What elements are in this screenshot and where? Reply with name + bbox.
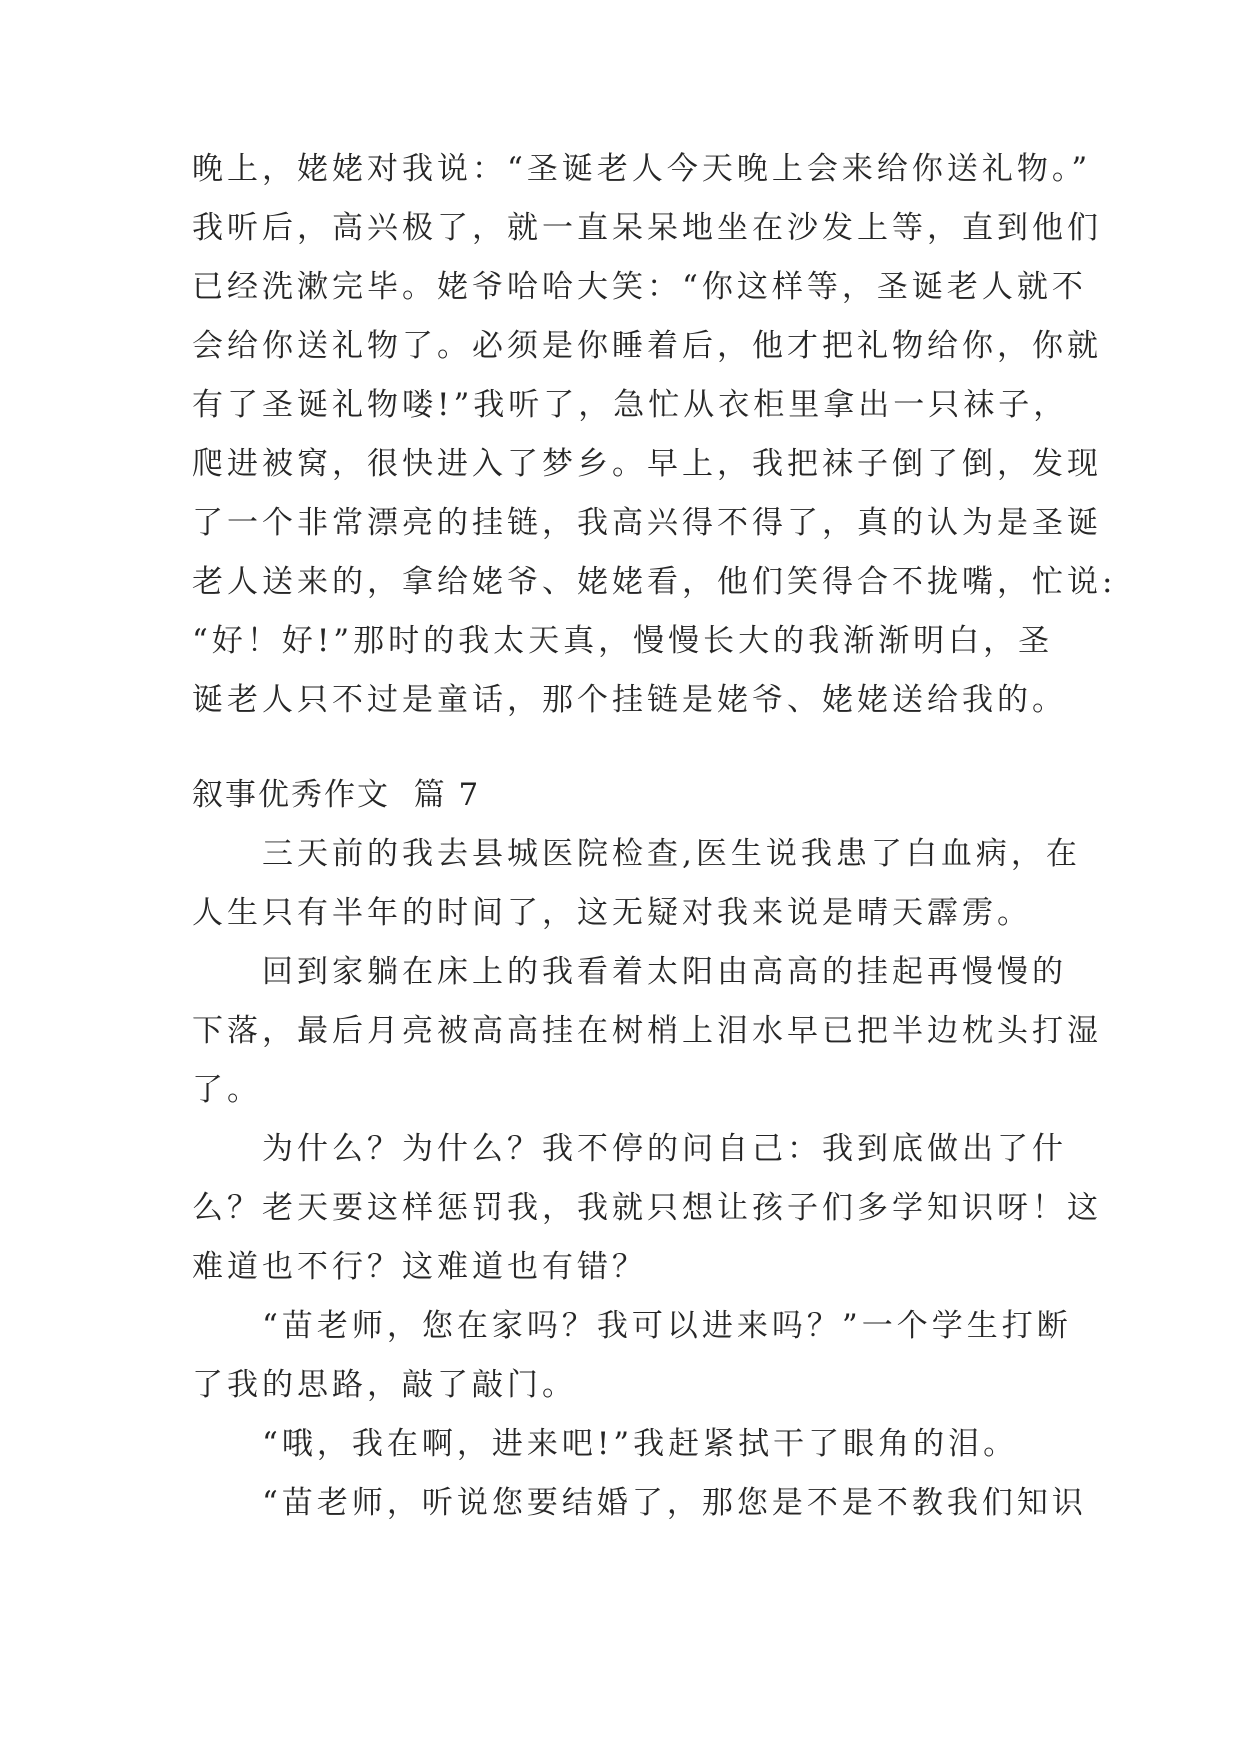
paragraph-4	[192, 1297, 1072, 1415]
paragraph-3	[192, 1120, 1102, 1297]
document-body	[192, 140, 1117, 1533]
paragraph-1	[192, 825, 1081, 943]
text-line: 难道也不行？这难道也有错？	[192, 1249, 647, 1285]
paragraph-5	[192, 1415, 1058, 1474]
text-line: 老人送来的，拿给姥爷、姥姥看，他们笑得合不拢嘴，忙说:	[192, 564, 1117, 600]
text-line: 我听后，高兴极了，就一直呆呆地坐在沙发上等，直到他们	[192, 210, 1102, 246]
text-line: 为什么？为什么？我不停的问自己：我到底做出了什	[262, 1131, 1067, 1167]
text-line: “苗老师，您在家吗？我可以进来吗？”一个学生打断	[262, 1308, 1072, 1344]
text-line: “苗老师，听说您要结婚了，那您是不是不教我们知识	[262, 1485, 1087, 1521]
text-line: 三天前的我去县城医院检查,医生说我患了白血病，在	[262, 836, 1081, 872]
text-line: 有了圣诞礼物喽!”我听了，急忙从衣柜里拿出一只袜子，	[192, 387, 1069, 423]
section-title-text: 叙事优秀作文 篇 7	[192, 777, 481, 813]
paragraph-2	[192, 943, 1102, 1120]
section-title	[192, 766, 1058, 825]
text-line: 了。	[192, 1072, 262, 1108]
text-line: 人生只有半年的时间了，这无疑对我来说是晴天霹雳。	[192, 895, 1032, 931]
text-line: 么？老天要这样惩罚我，我就只想让孩子们多学知识呀！这	[192, 1190, 1102, 1226]
text-line: 已经洗漱完毕。姥爷哈哈大笑：“你这样等，圣诞老人就不	[192, 269, 1087, 305]
text-line: 了我的思路，敲了敲门。	[192, 1367, 577, 1403]
text-line: 会给你送礼物了。必须是你睡着后，他才把礼物给你，你就	[192, 328, 1102, 364]
text-line: “好！好!”那时的我太天真，慢慢长大的我渐渐明白，圣	[192, 623, 1054, 659]
text-line: “哦，我在啊，进来吧!”我赶紧拭干了眼角的泪。	[262, 1426, 1019, 1462]
text-line: 了一个非常漂亮的挂链，我高兴得不得了，真的认为是圣诞	[192, 505, 1102, 541]
text-line: 爬进被窝，很快进入了梦乡。早上，我把袜子倒了倒，发现	[192, 446, 1102, 482]
text-line: 诞老人只不过是童话，那个挂链是姥爷、姥姥送给我的。	[192, 682, 1067, 718]
text-line: 回到家躺在床上的我看着太阳由高高的挂起再慢慢的	[262, 954, 1067, 990]
paragraph-6	[192, 1474, 1087, 1533]
text-line: 下落，最后月亮被高高挂在树梢上泪水早已把半边枕头打湿	[192, 1013, 1102, 1049]
text-line: 晚上，姥姥对我说：“圣诞老人今天晚上会来给你送礼物。”	[192, 151, 1092, 187]
intro-paragraph	[192, 140, 1117, 730]
